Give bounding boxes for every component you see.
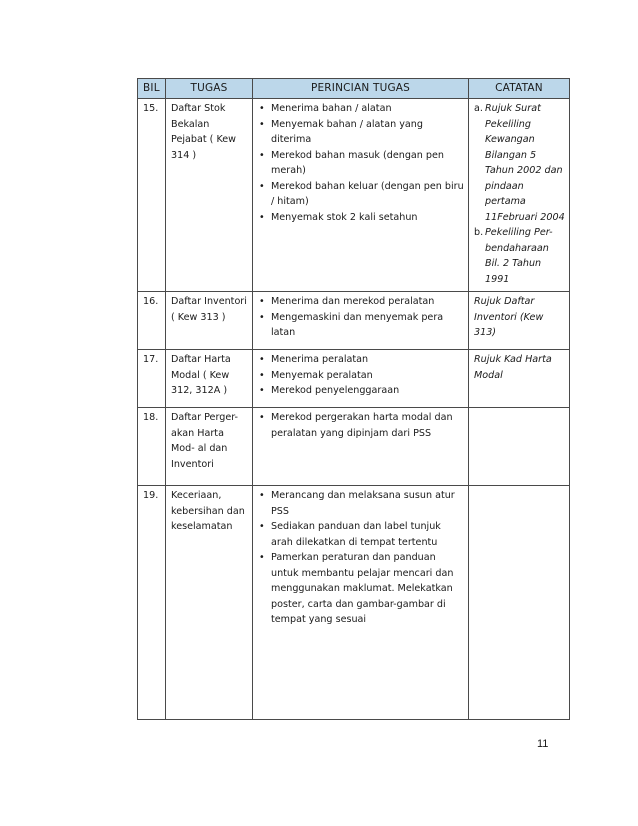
task-note-mark: b. — [474, 227, 484, 238]
task-detail-item: • Merancang dan melaksana susun atur PSS — [258, 488, 464, 519]
task-detail-list — [258, 488, 464, 628]
table-row — [138, 408, 570, 486]
task-note-text: Pekeliling Per-bendaharaan Bil. 2 Tahun 1991 — [485, 227, 553, 285]
task-name: Keceriaan, kebersihan dan keselamatan — [166, 486, 253, 720]
task-detail-item: • Merekod penyelenggaraan — [258, 383, 464, 399]
page-number: 11 — [537, 738, 549, 750]
task-notes — [469, 99, 570, 292]
task-detail-item: • Menerima dan merekod peralatan — [258, 294, 464, 310]
task-name: Daftar Inventori ( Kew 313 ) — [166, 292, 253, 350]
task-detail-item: • Menerima peralatan — [258, 352, 464, 368]
task-detail-item: • Merekod bahan keluar (dengan pen biru / hitam) — [258, 179, 464, 210]
task-detail-item: • Menyemak stok 2 kali setahun — [258, 210, 464, 226]
task-name: Daftar Harta Modal ( Kew 312, 312A ) — [166, 350, 253, 408]
task-detail-list — [258, 352, 464, 399]
task-detail-list — [258, 410, 464, 441]
task-detail-item: • Menyemak peralatan — [258, 368, 464, 384]
header-tugas: TUGAS — [166, 79, 253, 99]
row-number: 17. — [138, 350, 166, 408]
task-detail-list — [258, 101, 464, 225]
task-detail-item: • Merekod pergerakan harta modal dan peralatan yang dipinjam dari PSS — [258, 410, 464, 441]
task-note-item — [474, 225, 565, 287]
task-detail-item: • Sediakan panduan dan label tunjuk arah dilekatkan di tempat tertentu — [258, 519, 464, 550]
row-number: 19. — [138, 486, 166, 720]
task-notes — [469, 486, 570, 720]
task-notes-list — [474, 101, 565, 287]
table-row — [138, 99, 570, 292]
task-details — [253, 350, 469, 408]
task-note-mark: a. — [474, 103, 483, 114]
header-perincian: PERINCIAN TUGAS — [253, 79, 469, 99]
task-notes: Rujuk Kad Harta Modal — [469, 350, 570, 408]
task-notes — [469, 408, 570, 486]
task-note-text: Rujuk Surat Pekeliling Kewangan Bilangan 5 Tahun 2002 dan pindaan pertama 11Februari 2004 — [485, 103, 565, 223]
task-detail-list — [258, 294, 464, 341]
task-details — [253, 99, 469, 292]
table-row — [138, 292, 570, 350]
task-detail-item: • Merekod bahan masuk (dengan pen merah) — [258, 148, 464, 179]
table-header-row — [138, 79, 570, 99]
task-note-item — [474, 101, 565, 225]
task-detail-item: • Mengemaskini dan menyemak pera latan — [258, 310, 464, 341]
task-name: Daftar Stok Bekalan Pejabat ( Kew 314 ) — [166, 99, 253, 292]
row-number: 18. — [138, 408, 166, 486]
task-table — [137, 78, 570, 720]
task-detail-item: • Pamerkan peraturan dan panduan untuk membantu pelajar mencari dan menggunakan maklumat. Melekatkan poster, carta dan gambar-gambar di tempat yang sesuai — [258, 550, 464, 628]
task-notes: Rujuk Daftar Inventori (Kew 313) — [469, 292, 570, 350]
task-detail-item: • Menerima bahan / alatan — [258, 101, 464, 117]
task-details — [253, 486, 469, 720]
row-number: 15. — [138, 99, 166, 292]
header-bil: BIL — [138, 79, 166, 99]
task-name: Daftar Perger-akan Harta Mod- al dan Inventori — [166, 408, 253, 486]
task-details — [253, 408, 469, 486]
row-number: 16. — [138, 292, 166, 350]
task-detail-item: • Menyemak bahan / alatan yang diterima — [258, 117, 464, 148]
header-catatan: CATATAN — [469, 79, 570, 99]
table-row — [138, 350, 570, 408]
task-details — [253, 292, 469, 350]
table-row — [138, 486, 570, 720]
